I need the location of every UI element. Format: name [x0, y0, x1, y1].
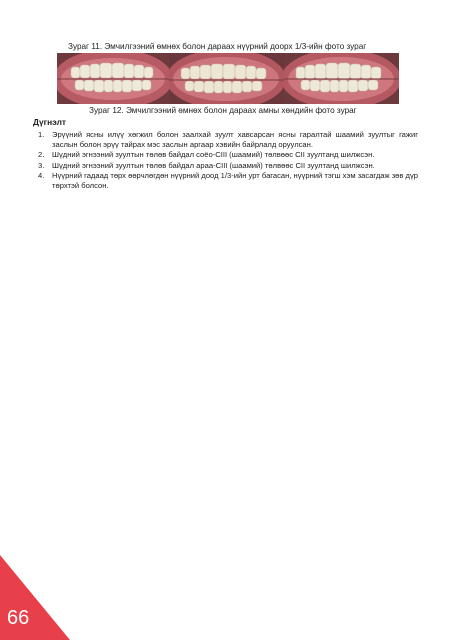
list-item-number: 4.: [38, 170, 45, 180]
conclusion-list: [38, 130, 418, 191]
page-number: 66: [7, 607, 30, 629]
figure-11-caption: Зураг 11. Эмчилгээний өмнөх болон дараах нүүрний доорх 1/3-ийн фото зураг: [68, 42, 367, 51]
list-item-text: Шүдний эгнээний зуултын төлөв байдал соёо-CIII (шаамий) төлвөөс CII зуултанд шилжсэн.: [52, 150, 375, 160]
intraoral-photo-strip: [57, 53, 399, 104]
intraoral-photo-before: [57, 53, 169, 104]
list-item-text: Шүдний эгнээний зуултын төлөв байдал араа-CIII (шаамий) төлвөөс CII зуултанд шилжсэн.: [52, 160, 375, 170]
list-item: [38, 171, 418, 191]
list-item-number: 2.: [38, 150, 45, 160]
figure-12-caption: Зураг 12. Эмчилгээний өмнөх болон дараах амны хөндийн фото зураг: [89, 106, 357, 115]
list-item: [38, 161, 418, 171]
conclusion-heading: Дүгнэлт: [33, 117, 67, 127]
list-item-text: Нүүрний гадаад төрх өөрчлөгдөн нүүрний доод 1/3-ийн урт багасан, нүүрний тэгш хэм засагдаж зөв дүр төрхтэй болсон.: [52, 170, 418, 191]
intraoral-photo-after: [284, 53, 399, 104]
list-item-text: Эрүүний ясны илүү хөгжил болон заалхай зуулт хавсарсан ясны гаралтай шаамий зуултыг гажиг заслын болон эрүү тайрах мэс заслын аргаар хэвийн байрлалд оруулсан.: [52, 130, 418, 150]
list-item: [38, 150, 418, 160]
list-item: [38, 130, 418, 150]
intraoral-photo-during: [169, 53, 284, 104]
list-item-number: 3.: [38, 160, 45, 170]
list-item-number: 1.: [38, 130, 45, 139]
